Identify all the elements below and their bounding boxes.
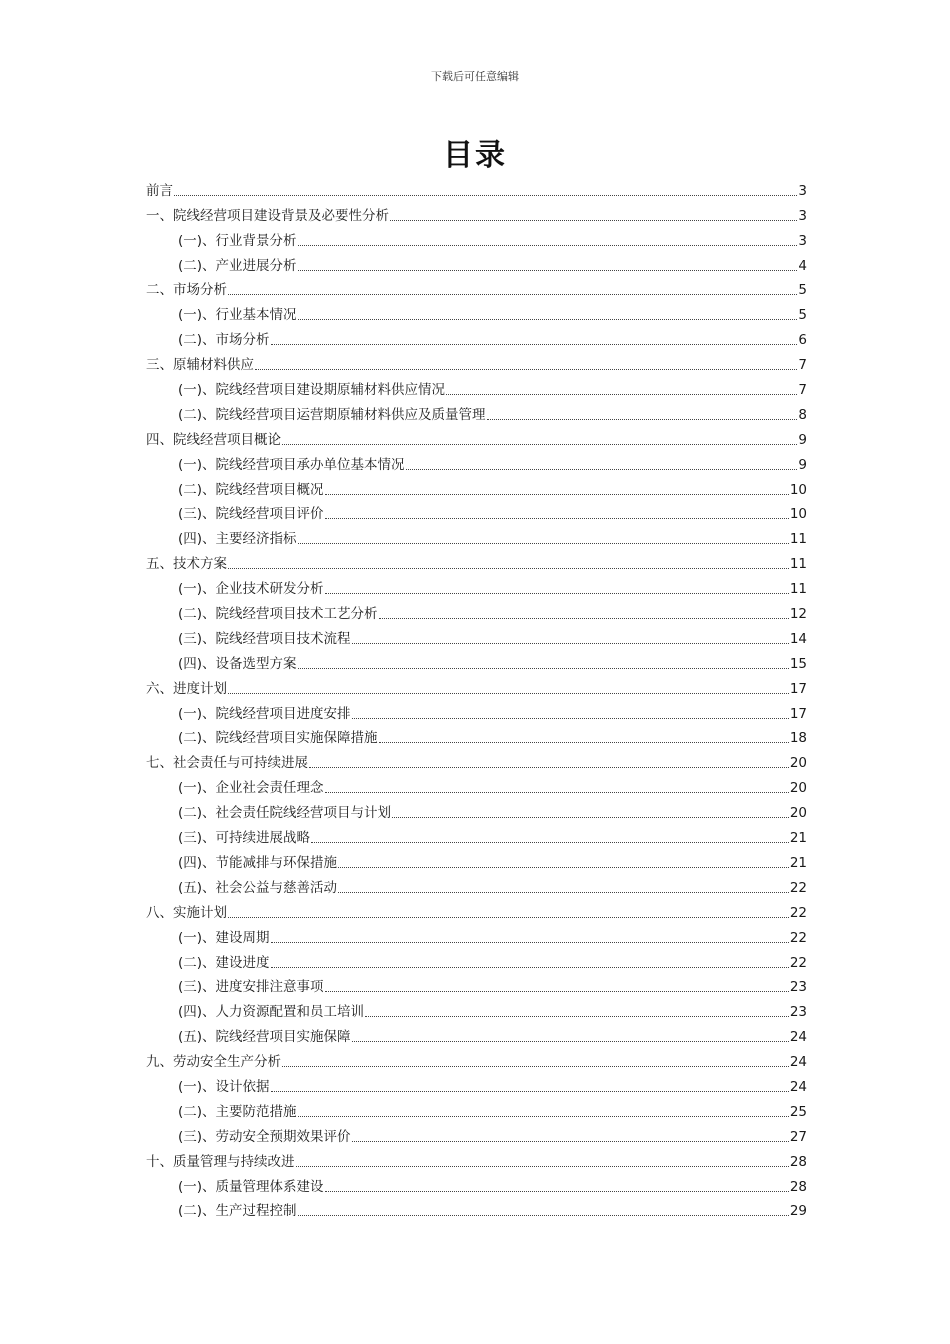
toc-entry-page-number: 21: [789, 830, 807, 847]
toc-entry[interactable]: [146, 499, 807, 524]
dot-leader: [298, 318, 798, 320]
toc-entry[interactable]: [146, 225, 807, 250]
toc-entry-label: (一)、院线经营项目建设期原辅材料供应情况: [178, 382, 446, 399]
toc-entry-label: 七、社会责任与可持续进展: [146, 755, 308, 772]
toc-entry-page-number: 28: [789, 1178, 807, 1195]
toc-entry-label: (一)、质量管理体系建设: [178, 1178, 324, 1195]
toc-entry[interactable]: [146, 772, 807, 797]
toc-entry[interactable]: [146, 424, 807, 449]
toc-entry-label: (四)、设备选型方案: [178, 655, 297, 672]
toc-entry-page-number: 22: [789, 904, 807, 921]
toc-entry-page-number: 29: [789, 1203, 807, 1220]
toc-entry[interactable]: [146, 349, 807, 374]
toc-entry[interactable]: [146, 374, 807, 399]
dot-leader: [174, 194, 797, 196]
toc-entry-label: (二)、院线经营项目运营期原辅材料供应及质量管理: [178, 406, 486, 423]
toc-entry-page-number: 8: [798, 406, 807, 423]
toc-entry-label: (二)、建设进度: [178, 954, 270, 971]
dot-leader: [271, 941, 789, 943]
toc-entry[interactable]: [146, 474, 807, 499]
toc-entry-page-number: 3: [798, 232, 807, 249]
toc-entry-page-number: 15: [789, 655, 807, 672]
toc-entry[interactable]: [146, 324, 807, 349]
toc-entry-page-number: 22: [789, 929, 807, 946]
toc-entry-page-number: 9: [798, 431, 807, 448]
toc-title: 目录: [443, 138, 507, 173]
toc-entry[interactable]: [146, 449, 807, 474]
dot-leader: [325, 990, 789, 992]
toc-entry[interactable]: [146, 698, 807, 723]
toc-entry-label: (二)、院线经营项目概况: [178, 481, 324, 498]
dot-leader: [325, 592, 789, 594]
toc-entry-page-number: 9: [798, 456, 807, 473]
dot-leader: [338, 866, 789, 868]
dot-leader: [271, 343, 798, 345]
toc-entry-label: (三)、劳动安全预期效果评价: [178, 1128, 351, 1145]
toc-entry-page-number: 3: [798, 207, 807, 224]
toc-entry-label: 九、劳动安全生产分析: [146, 1054, 281, 1071]
toc-entry[interactable]: [146, 275, 807, 300]
toc-entry-label: (一)、设计依据: [178, 1078, 270, 1095]
toc-entry-label: (四)、主要经济指标: [178, 531, 297, 548]
toc-entry-page-number: 27: [789, 1128, 807, 1145]
toc-entry-page-number: 20: [789, 780, 807, 797]
toc-entry-label: (一)、建设周期: [178, 929, 270, 946]
toc-entry-page-number: 20: [789, 805, 807, 822]
toc-entry-page-number: 7: [798, 357, 807, 374]
toc-entry[interactable]: [146, 1046, 807, 1071]
toc-entry-label: (三)、进度安排注意事项: [178, 979, 324, 996]
toc-entry-page-number: 4: [798, 257, 807, 274]
toc-entry[interactable]: [146, 250, 807, 275]
dot-leader: [446, 393, 797, 395]
toc-entry[interactable]: [146, 573, 807, 598]
toc-entry-label: (五)、院线经营项目实施保障: [178, 1029, 351, 1046]
toc-entry-page-number: 24: [789, 1029, 807, 1046]
toc-entry[interactable]: [146, 623, 807, 648]
dot-leader: [325, 1190, 789, 1192]
toc-entry[interactable]: [146, 1096, 807, 1121]
toc-entry-page-number: 7: [798, 382, 807, 399]
toc-entry[interactable]: [146, 897, 807, 922]
toc-entry[interactable]: [146, 1121, 807, 1146]
toc-entry-page-number: 17: [789, 705, 807, 722]
dot-leader: [379, 741, 789, 743]
dot-leader: [298, 1214, 789, 1216]
dot-leader: [338, 891, 789, 893]
toc-entry-label: 二、市场分析: [146, 282, 227, 299]
dot-leader: [298, 667, 789, 669]
toc-entry[interactable]: [146, 922, 807, 947]
dot-leader: [352, 642, 789, 644]
toc-entry[interactable]: [146, 822, 807, 847]
toc-entry[interactable]: [146, 1021, 807, 1046]
toc-entry-page-number: 28: [789, 1153, 807, 1170]
dot-leader: [311, 841, 789, 843]
dot-leader: [325, 493, 789, 495]
table-of-contents: [146, 175, 807, 1220]
toc-entry[interactable]: [146, 747, 807, 772]
toc-entry-label: (二)、产业进展分析: [178, 257, 297, 274]
toc-entry-page-number: 18: [789, 730, 807, 747]
toc-entry-page-number: 22: [789, 954, 807, 971]
dot-leader: [282, 443, 797, 445]
toc-entry[interactable]: [146, 200, 807, 225]
toc-entry[interactable]: [146, 1196, 807, 1221]
dot-leader: [390, 219, 797, 221]
toc-entry[interactable]: [146, 847, 807, 872]
dot-leader: [352, 1140, 789, 1142]
dot-leader: [487, 418, 798, 420]
toc-entry-label: (四)、节能减排与环保措施: [178, 854, 338, 871]
dot-leader: [228, 293, 797, 295]
toc-entry-label: (二)、院线经营项目实施保障措施: [178, 730, 378, 747]
dot-leader: [379, 617, 789, 619]
toc-entry[interactable]: [146, 872, 807, 897]
toc-entry-page-number: 21: [789, 854, 807, 871]
dot-leader: [406, 468, 798, 470]
dot-leader: [255, 368, 797, 370]
toc-entry-label: (五)、社会公益与慈善活动: [178, 879, 338, 896]
toc-entry-label: (一)、院线经营项目承办单位基本情况: [178, 456, 405, 473]
toc-entry-page-number: 10: [789, 481, 807, 498]
toc-entry-page-number: 22: [789, 879, 807, 896]
toc-entry-label: (二)、社会责任院线经营项目与计划: [178, 805, 392, 822]
toc-entry[interactable]: [146, 175, 807, 200]
toc-entry-page-number: 14: [789, 630, 807, 647]
toc-entry-label: (二)、院线经营项目技术工艺分析: [178, 606, 378, 623]
toc-entry-label: 四、院线经营项目概论: [146, 431, 281, 448]
toc-entry[interactable]: [146, 1171, 807, 1196]
dot-leader: [325, 517, 789, 519]
toc-entry[interactable]: [146, 399, 807, 424]
toc-entry-page-number: 5: [798, 282, 807, 299]
toc-entry-label: 三、原辅材料供应: [146, 357, 254, 374]
dot-leader: [365, 1015, 789, 1017]
toc-entry-page-number: 17: [789, 680, 807, 697]
toc-entry-page-number: 24: [789, 1078, 807, 1095]
toc-entry-page-number: 12: [789, 606, 807, 623]
toc-entry-label: (二)、市场分析: [178, 332, 270, 349]
toc-entry[interactable]: [146, 1146, 807, 1171]
toc-entry-label: 十、质量管理与持续改进: [146, 1153, 295, 1170]
toc-entry-page-number: 11: [789, 581, 807, 598]
toc-entry[interactable]: [146, 972, 807, 997]
toc-entry[interactable]: [146, 1071, 807, 1096]
dot-leader: [352, 717, 789, 719]
toc-entry-label: 五、技术方案: [146, 556, 227, 573]
toc-entry[interactable]: [146, 996, 807, 1021]
toc-entry-label: 前言: [146, 182, 173, 199]
toc-entry-label: (三)、院线经营项目评价: [178, 506, 324, 523]
toc-entry[interactable]: [146, 947, 807, 972]
toc-entry[interactable]: [146, 598, 807, 623]
dot-leader: [298, 1115, 789, 1117]
toc-entry-page-number: 6: [798, 332, 807, 349]
toc-entry-page-number: 11: [789, 556, 807, 573]
toc-entry-page-number: 25: [789, 1103, 807, 1120]
toc-entry[interactable]: [146, 299, 807, 324]
toc-entry-label: (一)、企业社会责任理念: [178, 780, 324, 797]
dot-leader: [352, 1040, 789, 1042]
toc-entry[interactable]: [146, 548, 807, 573]
dot-leader: [298, 269, 798, 271]
dot-leader: [228, 692, 789, 694]
toc-entry-page-number: 5: [798, 307, 807, 324]
header-note: 下载后可任意编辑: [431, 70, 519, 83]
toc-entry-label: 六、进度计划: [146, 680, 227, 697]
toc-entry-label: (一)、行业基本情况: [178, 307, 297, 324]
dot-leader: [271, 1090, 789, 1092]
toc-entry[interactable]: [146, 673, 807, 698]
dot-leader: [296, 1165, 789, 1167]
toc-entry-label: (二)、主要防范措施: [178, 1103, 297, 1120]
toc-entry-page-number: 24: [789, 1054, 807, 1071]
toc-entry-label: (三)、可持续进展战略: [178, 830, 311, 847]
toc-entry[interactable]: [146, 797, 807, 822]
toc-entry-page-number: 23: [789, 1004, 807, 1021]
dot-leader: [228, 916, 789, 918]
dot-leader: [309, 766, 789, 768]
dot-leader: [298, 542, 789, 544]
dot-leader: [392, 816, 789, 818]
toc-entry-label: 一、院线经营项目建设背景及必要性分析: [146, 207, 389, 224]
dot-leader: [325, 791, 789, 793]
toc-entry-label: (一)、院线经营项目进度安排: [178, 705, 351, 722]
dot-leader: [282, 1065, 789, 1067]
dot-leader: [228, 567, 789, 569]
toc-entry[interactable]: [146, 648, 807, 673]
toc-entry-label: (一)、企业技术研发分析: [178, 581, 324, 598]
toc-entry-page-number: 20: [789, 755, 807, 772]
toc-entry-label: (二)、生产过程控制: [178, 1203, 297, 1220]
toc-entry-page-number: 23: [789, 979, 807, 996]
toc-entry-label: (四)、人力资源配置和员工培训: [178, 1004, 365, 1021]
toc-entry-label: (三)、院线经营项目技术流程: [178, 630, 351, 647]
toc-entry[interactable]: [146, 523, 807, 548]
toc-entry-page-number: 10: [789, 506, 807, 523]
toc-entry-label: 八、实施计划: [146, 904, 227, 921]
toc-entry-page-number: 3: [798, 182, 807, 199]
toc-entry[interactable]: [146, 723, 807, 748]
toc-entry-label: (一)、行业背景分析: [178, 232, 297, 249]
toc-entry-page-number: 11: [789, 531, 807, 548]
dot-leader: [298, 244, 798, 246]
dot-leader: [271, 966, 789, 968]
